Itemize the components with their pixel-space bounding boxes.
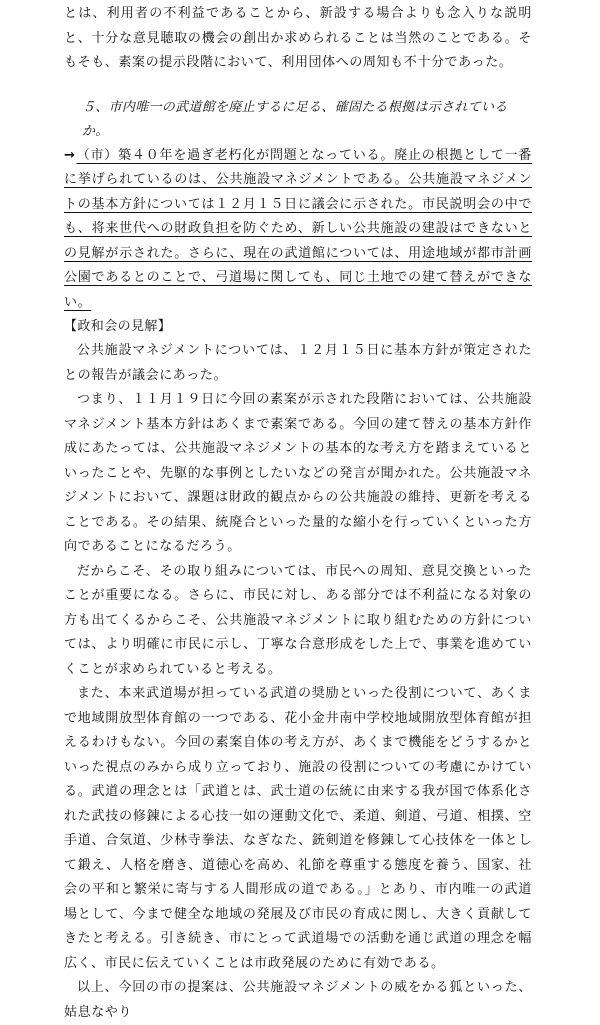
body-paragraph: 以上、今回の市の提案は、公共施設マネジメントの威をかる狐といった、姑息なやり: [64, 980, 532, 1020]
section-label: 【政和会の見解】: [64, 319, 172, 334]
body-paragraph: つまり、１１月１９日に今回の素案が示された段階においては、公共施設マネジメント基本方針はあくまで素案である。今回の建て替えの基本方針作成にあたっては、公共施設マネジメントの基本的な考え方を踏まえているといったことや、先駆的な事例としたいなどの発言が聞かれた。公共施設マネジメントにおいて、課題は財政的観点からの公共施設の維持、更新を考えることである。その結果、統廃合といった量的な縮小を行っていくといった方向であることになるだろう。: [64, 392, 532, 554]
city-answer: [64, 144, 532, 316]
city-answer-text: （市）築４０年を過ぎ老朽化が問題となっている。廃止の根拠として一番に挙げられているのは、公共施設マネジメントである。公共施設マネジメントの基本方針については１２月１５日に議会に示された。市民説明会の中でも、将来世代への財政負担を防ぐため、新しい公共施設の建設はできないとの見解が示された。さらに、現在の武道館については、用途地域が都市計画公園であるとのことで、弓道場に関しても、同じ土地での建て替えができない。: [64, 147, 532, 310]
question-heading: ５、市内唯一の武道館を廃止するに足る、確固たる根拠は示されているか。: [82, 99, 508, 139]
body-paragraph: 公共施設マネジメントについては、１２月１５日に基本方針が策定されたとの報告が議会にあった。: [64, 343, 532, 383]
body-paragraph: また、本来武道場が担っている武道の奨励といった役割について、あくまで地域開放型体育館の一つである、花小金井南中学校地域開放型体育館が担えるわけもない。今回の素案自体の考え方が、あくまで機能をどうするかといった視点のみから成り立っており、施設の役割についての考慮にかけている。武道の理念とは「武道とは、武士道の伝統に由来する我が国で体系化された武技の修錬による心技一如の運動文化で、柔道、剣道、弓道、相撲、空手道、合気道、少林寺拳法、なぎなた、銃剣道を修錬して心技体を一体として鍛え、人格を磨き、道徳心を高め、礼節を尊重する態度を養う、国家、社会の平和と繁栄に寄与する人間形成の道である。」とあり、市内唯一の武道場として、今まで健全な地域の発展及び市民の育成に関し、大きく貢献してきたと考える。引き続き、市にとって武道場での活動を通じ武道の理念を幅広く、市民に伝えていくことは市政発展のために有効である。: [64, 686, 532, 971]
intro-paragraph: とは、利用者の不利益であることから、新設する場合よりも念入りな説明と、十分な意見聴取の機会の創出か求められることは当然のことである。そもそも、素案の提示段階において、利用団体への周知も不十分であった。: [64, 6, 532, 70]
arrow-icon: →: [64, 147, 76, 163]
body-paragraph: だからこそ、その取り組みについては、市民への周知、意見交換といったことが重要になる。さらに、市民に対し、ある部分では不利益になる対象の方も出てくるからこそ、公共施設マネジメントに取り組むための方針については、より明確に市民に示し、丁寧な合意形成をした上で、事業を進めていくことが求められていると考える。: [64, 563, 532, 677]
